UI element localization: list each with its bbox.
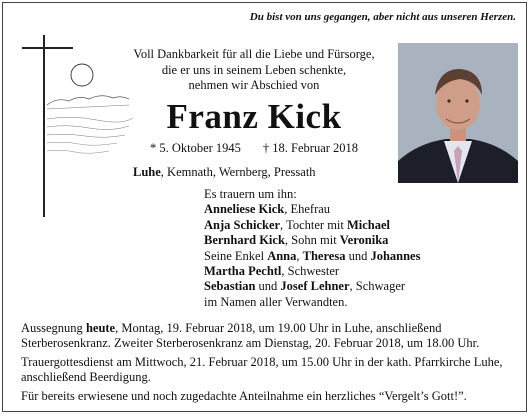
mourner-line xyxy=(204,264,420,279)
service-info xyxy=(21,321,521,407)
separator: , xyxy=(296,248,303,263)
mourner-line xyxy=(204,202,420,217)
mourner-relation: , Tochter mit xyxy=(280,217,347,232)
mourner-line xyxy=(204,233,420,248)
intro-line: die er uns in seinem Leben schenkte, xyxy=(161,62,347,77)
life-dates xyxy=(113,141,395,156)
funeral-paragraph: Trauergottesdienst am Mittwoch, 21. Februar 2018, um 15.00 Uhr in der kath. Pfarrkirche Luhe, anschließend Beerdigung. xyxy=(21,354,503,385)
mourner-name: Anna xyxy=(267,248,297,263)
intro-line: nehmen wir Abschied von xyxy=(188,78,320,92)
mourners-heading: Es trauern um ihn: xyxy=(204,187,297,201)
separator: und xyxy=(255,279,281,294)
mourner-line: im Namen aller Verwandten. xyxy=(204,294,348,309)
mourner-name: Johannes xyxy=(370,248,421,263)
service-paragraph xyxy=(21,321,521,352)
mourners-list xyxy=(204,187,420,310)
separator: und xyxy=(345,248,371,263)
obituary-notice xyxy=(2,2,527,412)
portrait-photo xyxy=(398,43,518,183)
mourner-relation: , Ehefrau xyxy=(284,202,331,217)
mourner-line xyxy=(204,218,420,233)
mourner-name: Anja Schicker xyxy=(204,217,281,232)
intro-line: Voll Dankbarkeit für all die Liebe und Fürsorge, xyxy=(133,47,375,61)
mourner-relation: Seine Enkel xyxy=(204,248,268,263)
mourner-name: Anneliese Kick xyxy=(204,202,285,217)
mourner-name: Bernhard Kick xyxy=(204,233,285,248)
places xyxy=(133,165,316,180)
death-date: † 18. Februar 2018 xyxy=(262,141,359,155)
mourner-name: Sebastian xyxy=(204,279,256,294)
other-places: , Kemnath, Wernberg, Pressath xyxy=(160,165,316,179)
mourner-name: Michael xyxy=(346,217,391,232)
mourner-relation: , Schwester xyxy=(281,264,340,279)
service-text: Aussegnung xyxy=(21,321,86,335)
mourner-name: Martha Pechtl xyxy=(204,264,282,279)
mourner-line xyxy=(204,249,420,264)
mourner-name: Veronika xyxy=(339,233,389,248)
mourner-relation: , Sohn mit xyxy=(284,233,340,248)
thanks-paragraph: Für bereits erwiesene und noch zugedachte Anteilnahme ein herzliches “Vergelt’s Gott!”. xyxy=(21,388,467,403)
intro-text xyxy=(113,47,395,94)
mourner-relation: , Schwager xyxy=(349,279,406,294)
service-highlight: heute xyxy=(85,321,116,335)
motto: Du bist von uns gegangen, aber nicht aus unseren Herzen. xyxy=(249,11,516,23)
home-place: Luhe xyxy=(133,165,161,179)
portrait-image xyxy=(398,43,518,183)
service-text: , Montag, 19. Februar 2018, um 19.00 Uhr in Luhe, anschließend Sterberosenkranz. Zweiter Sterberosenkranz am Dienstag, 20. Februar 2018, um 18.00 Uhr. xyxy=(21,321,480,351)
mourner-name: Theresa xyxy=(302,248,346,263)
mourner-line xyxy=(204,279,420,294)
mourner-name: Josef Lehner xyxy=(280,279,350,294)
birth-date: * 5. Oktober 1945 xyxy=(149,141,241,155)
deceased-name: Franz Kick xyxy=(166,97,342,136)
